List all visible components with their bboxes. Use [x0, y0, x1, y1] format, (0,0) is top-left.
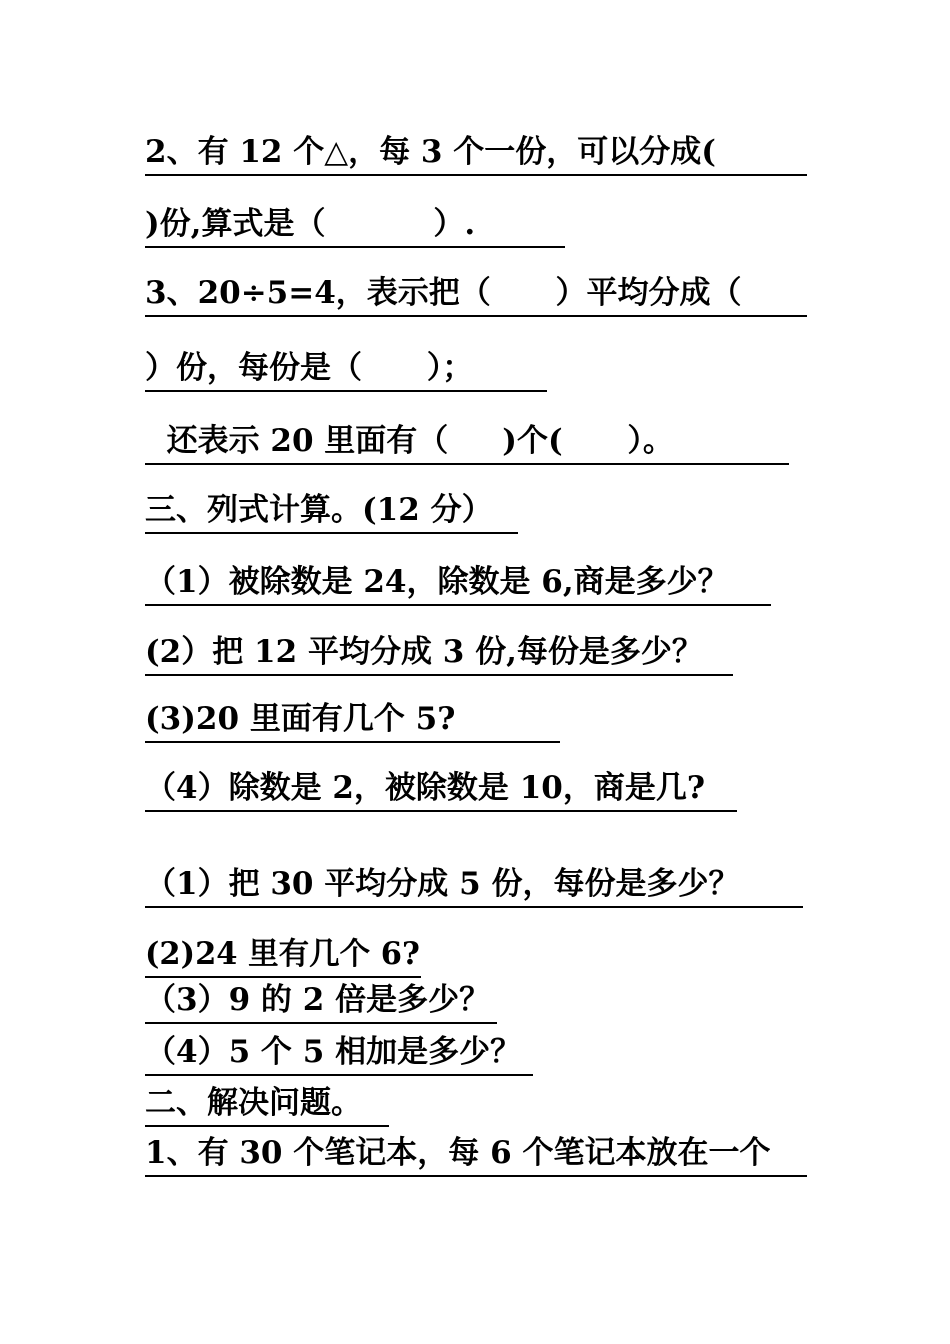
problem-1-line-1: 1、有 30 个笔记本，每 6 个笔记本放在一个 [145, 1133, 807, 1177]
calc-item-7: （3）9 的 2 倍是多少？ [145, 980, 497, 1024]
calc-item-3: (3)20 里面有几个 5? [145, 699, 560, 743]
calc-item-8: （4）5 个 5 相加是多少？ [145, 1032, 533, 1076]
calc-item-4: （4）除数是 2，被除数是 10，商是几? [145, 768, 737, 812]
calc-item-5: （1）把 30 平均分成 5 份，每份是多少？ [145, 864, 803, 908]
calc-item-6: (2)24 里有几个 6? [145, 934, 421, 978]
question-2-line-1: 2、有 12 个△，每 3 个一份，可以分成( [145, 132, 807, 176]
question-3-line-1: 3、20÷5=4，表示把（ ）平均分成（ [145, 273, 807, 317]
question-3-line-2: ）份，每份是（ ）； [145, 348, 547, 392]
section-3-heading: 三、列式计算。(12 分） [145, 490, 518, 534]
calc-item-1: （1）被除数是 24，除数是 6,商是多少？ [145, 562, 771, 606]
question-2-line-2: )份,算式是（ ）. [145, 204, 565, 248]
section-2-heading: 二、解决问题。 [145, 1083, 389, 1127]
question-3-line-3: 还表示 20 里面有（ )个( ）。 [145, 421, 789, 465]
calc-item-2: (2）把 12 平均分成 3 份,每份是多少？ [145, 632, 733, 676]
